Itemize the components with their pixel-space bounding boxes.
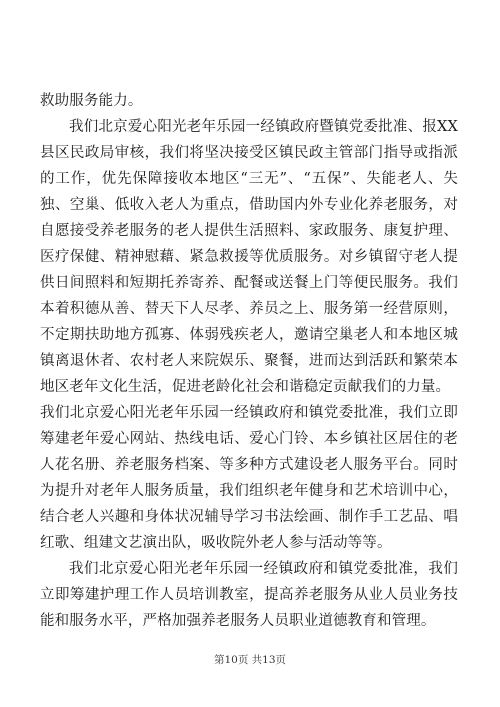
document-body xyxy=(40,88,458,634)
paragraph-4: 我们北京爱心阳光老年乐园一经镇政府和镇党委批准，我们立即筹建护理工作人员培训教室，提高养老服务从业人员业务技能和服务水平，严格加强养老服务人员职业道德教育和管理。 xyxy=(40,561,458,629)
paragraph-2: 我们北京爱心阳光老年乐园一经镇政府暨镇党委批准、报XX县区民政局审核，我们将坚决接受区镇民政主管部门指导或指派的工作，优先保障接收本地区“三无”、“五保”、失能老人、失独、空巢、低收入老人为重点，借助国内外专业化养老服务，对自愿接受养老服务的老人提供生活照料、家政服务、康复护理、医疗保健、精神慰藉、紧急救援等优质服务。对乡镇留守老人提供日间照料和短期托养寄养、配餐或送餐上门等便民服务。我们本着积德从善、替天下人尽孝、养员之上、服务第一经营原则，不定期扶助地方孤寡、体弱残疾老人，邀请空巢老人和本地区城镇离退休者、农村老人来院娱乐、聚餐，进而达到活跃和繁荣本地区老年文化生活，促进老龄化社会和谐稳定贡献我们的力量。 xyxy=(40,119,458,395)
paragraph-1: 救助服务能力。 xyxy=(40,93,143,109)
paragraph-3: 我们北京爱心阳光老年乐园一经镇政府和镇党委批准，我们立即筹建老年爱心网站、热线电话、爱心门铃、本乡镇社区居住的老人花名册、养老服务档案、等多种方式建设老人服务平台。同时为提升对老年人服务质量，我们组织老年健身和艺术培训中心，结合老人兴趣和身体状况辅导学习书法绘画、制作手工艺品、唱红歌、组建文艺演出队，吸收院外老人参与活动等等。 xyxy=(40,405,458,551)
page-number-footer: 第10页 共13页 xyxy=(213,654,287,666)
